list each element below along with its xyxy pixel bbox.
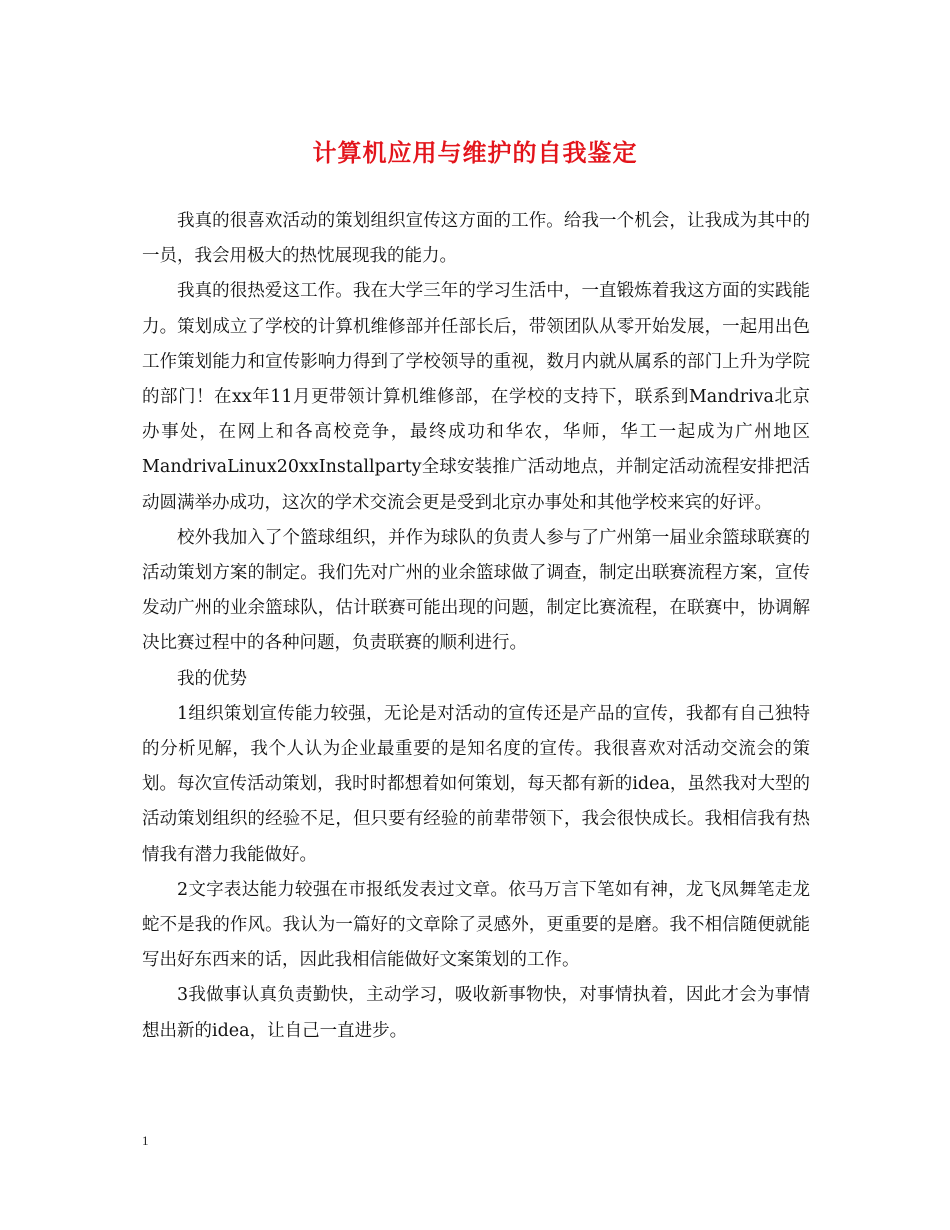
document-body xyxy=(142,204,810,1049)
paragraph-strength-3: 3我做事认真负责勤快，主动学习，吸收新事物快，对事情执着，因此才会为事情想出新的idea，让自己一直进步。 xyxy=(142,985,810,1041)
paragraph-basketball: 校外我加入了个篮球组织，并作为球队的负责人参与了广州第一届业余篮球联赛的活动策划方案的制定。我们先对广州的业余篮球做了调查，制定出联赛流程方案，宣传发动广州的业余篮球队，估计联赛可能出现的问题，制定比赛流程，在联赛中，协调解决比赛过程中的各种问题，负责联赛的顺利进行。 xyxy=(142,527,810,654)
section-heading-strengths: 我的优势 xyxy=(177,668,247,689)
paragraph-intro: 我真的很喜欢活动的策划组织宣传这方面的工作。给我一个机会，让我成为其中的一员，我会用极大的热忱展现我的能力。 xyxy=(142,211,810,267)
page-number: 1 xyxy=(142,1133,149,1148)
paragraph-strength-2: 2文字表达能力较强在市报纸发表过文章。依马万言下笔如有神，龙飞凤舞笔走龙蛇不是我的作风。我认为一篇好的文章除了灵感外，更重要的是磨。我不相信随便就能写出好东西来的话，因此我相信能做好文案策划的工作。 xyxy=(142,879,810,971)
page-title: 计算机应用与维护的自我鉴定 xyxy=(312,138,638,167)
paragraph-experience: 我真的很热爱这工作。我在大学三年的学习生活中，一直锻炼着我这方面的实践能力。策划成立了学校的计算机维修部并任部长后，带领团队从零开始发展，一起用出色工作策划能力和宣传影响力得到了学校领导的重视，数月内就从属系的部门上升为学院的部门！在xx年11月更带领计算机维修部，在学校的支持下，联系到Mandriva北京办事处，在网上和各高校竞争，最终成功和华农，华师，华工一起成为广州地区MandrivaLinux20xxInstallparty全球安装推广活动地点，并制定活动流程安排把活动圆满举办成功，这次的学术交流会更是受到北京办事处和其他学校来宾的好评。 xyxy=(142,281,810,513)
paragraph-strength-1: 1组织策划宣传能力较强，无论是对活动的宣传还是产品的宣传，我都有自己独特的分析见解，我个人认为企业最重要的是知名度的宣传。我很喜欢对活动交流会的策划。每次宣传活动策划，我时时都想着如何策划，每天都有新的idea，虽然我对大型的活动策划组织的经验不足，但只要有经验的前辈带领下，我会很快成长。我相信我有热情我有潜力我能做好。 xyxy=(142,703,810,865)
